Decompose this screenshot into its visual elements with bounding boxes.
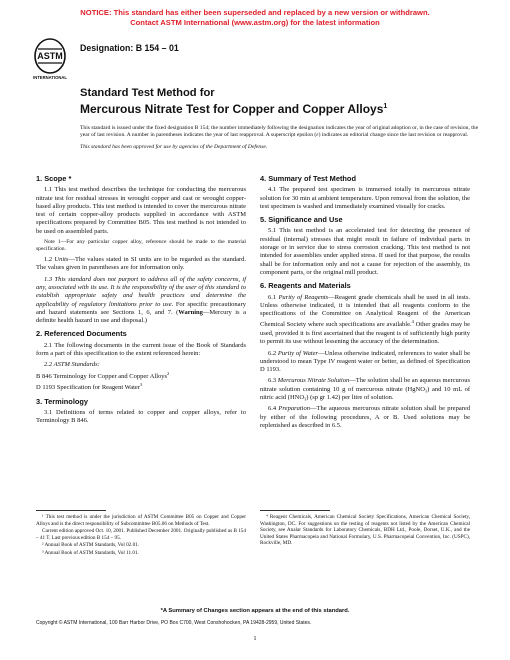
intro-block xyxy=(80,125,480,157)
page-number: 1 xyxy=(253,635,257,642)
ref-d1193: D 1193 Specification for Reagent Water$^3$ xyxy=(36,382,143,392)
footnote-3: ³ Annual Book of ASTM Standards, Vol 11.01. xyxy=(42,549,139,556)
footnote-rule-right xyxy=(260,510,330,511)
summary-of-changes-note: *A Summary of Changes section appears at the end of this standard. xyxy=(160,608,350,614)
svg-text:ASTM: ASTM xyxy=(37,51,63,61)
copyright: Copyright © ASTM International, 100 Barr Harbor Drive, PO Box C700, West Conshohocken, PA 19428-2959, United States. xyxy=(36,620,312,626)
scope-1-1: 1.1 This test method describes the technique for conducting the mercurous nitrate test for residual stresses in wrought copper and cast or wrought copper-based alloy products. This test method is intended to cover the mercurous nitrate test of certain copper-alloy products supplied in accordance with ASTM specifications prepared by Committee B05. This test method is not intended to be used on assembled parts. xyxy=(36,186,246,235)
summary-4-1: 4.1 The prepared test specimen is immersed totally in mercurous nitrate solution for 30 min at ambient temperature. Upon removal from the solution, the test specimen is washed and immediately examined visually for cracks. xyxy=(260,186,470,210)
reagents-6-2: 6.2 Purity of Water—Unless otherwise indicated, references to water shall be understood to mean Type IV reagent water or better, as defined of Specification D 1193. xyxy=(260,349,471,374)
footnote-4: ⁴ Reagent Chemicals, American Chemical Society Specifications, American Chemical Society, Washington, DC. For suggestions on the testing of reagents not listed by the American Chemical Society, see Analar Standards for Laboratory Chemicals, BDH Ltd., Poole, Dorset, U.K., and the United States Pharmacopeia and National Formulary, U.S. Pharmacopeial Convention, Inc. (USPC), Rockville, MD. xyxy=(260,514,470,547)
footnote-1b: Current edition approved Oct. 10, 2001. Published December 2001. Originally published as B 154 – 41 T. Last previous edition B 154 – 95. xyxy=(36,528,246,541)
designation: Designation: B 154 – 01 xyxy=(80,43,179,53)
right-column xyxy=(260,170,470,433)
summary-heading: 4. Summary of Test Method xyxy=(260,174,356,183)
scope-1-3: 1.3 This standard does not purport to address all of the safety concerns, if any, associated with its use. It is the responsibility of the user of this standard to establish appropriate safety and health practices and determine the applicability of regulatory limitations prior to use. For specific precautionary and hazard statements see Sections 1, 6, and 7. (Warning—Mercury is a definite health hazard in use and disposal.) xyxy=(36,275,246,325)
significance-5-1: 5.1 This test method is an accelerated test for detecting the presence of residual (internal) stresses that might result in failure of individual parts in storage or in service due to stress corrosion cracking. This test method is not intended for assemblies under applied stress. If used for that purpose, the results shall be for information only and not a cause for rejection of the assembly, its component parts, or the original mill product. xyxy=(260,227,470,276)
scope-heading: 1. Scope * xyxy=(36,174,72,183)
scope-1-2: 1.2 Units—The values stated in SI units are to be regarded as the standard. The values given in parentheses are for information only. xyxy=(36,256,247,272)
footnote-1: ¹ This test method is under the jurisdiction of ASTM Committee B05 on Copper and Copper Alloys and is the direct responsibility of Subcommittee B05.06 on Methods of Test. xyxy=(36,514,246,527)
title-line-1: Standard Test Method for xyxy=(80,87,215,99)
refs-2-1: 2.1 The following documents in the current issue of the Book of Standards form a part of this specification to the extent referenced herein: xyxy=(36,341,246,358)
title-line-2: Mercurous Nitrate Test for Copper and Copper Alloys$^1$ xyxy=(80,102,388,116)
terminology-heading: 3. Terminology xyxy=(36,396,89,406)
scope-note-1: Note 1—For any particular copper alloy, reference should be made to the material specification. xyxy=(36,239,246,253)
significance-heading: 5. Significance and Use xyxy=(260,215,343,225)
ref-b846: B 846 Terminology for Copper and Copper Alloys$^2$ xyxy=(36,370,170,380)
notice-line-1: NOTICE: This standard has either been superseded and replaced by a new version or withdrawn. xyxy=(80,8,430,17)
withdrawal-notice xyxy=(0,8,510,28)
reagents-6-3: 6.3 Mercurous Nitrate Solution—The solution shall be an aqueous mercurous nitrate solution containing 10 g of mercurous nitrate (HgNO₃) and 10 mL of nitric acid (HNO₃) (sp gr 1.42) per litre of solution. xyxy=(260,377,470,401)
footnote-rule-left xyxy=(36,510,106,511)
footnotes-right xyxy=(260,514,470,548)
notice-line-2: Contact ASTM International (www.astm.org) for the latest information xyxy=(130,18,380,27)
footnote-2: ² Annual Book of ASTM Standards, Vol 02.01. xyxy=(42,542,140,549)
astm-logo-icon xyxy=(30,37,70,81)
document-title xyxy=(80,86,480,116)
left-column xyxy=(36,170,246,428)
footnotes-left xyxy=(36,514,246,558)
refs-2-2: 2.2 ASTM Standards: xyxy=(44,361,100,369)
reagents-6-4: 6.4 Preparation—The aqueous mercurous nitrate solution shall be prepared by either of the following procedures, A or B. Used solutions may be replenished as described in 6.5. xyxy=(260,405,470,429)
intro-issuance: This standard is issued under the fixed designation B 154; the number immediately following the designation indicates the year of original adoption or, in the case of revision, the year of last revision. A number in parentheses indicates the year of last reapproval. A superscript epsilon (ε) indicates an editorial change since the last revision or reapproval. xyxy=(80,125,479,139)
logo-text: INTERNATIONAL xyxy=(33,75,67,80)
refs-heading: 2. Referenced Documents xyxy=(36,329,127,339)
reagents-heading: 6. Reagents and Materials xyxy=(260,281,351,291)
reagents-6-1: 6.1 Purity of Reagents—Reagent grade chemicals shall be used in all tests. Unless otherwise indicated, it is intended that all reagents conform to the specifications of the Committee on Analytical Reagent of the American Chemical Society where such specifications are available.$^4$ Other grades may be used, provided it is first ascertained that the reagent is of sufficiently high purity to permit its use without lessening the accuracy of the determination. xyxy=(260,293,471,346)
terminology-3-1: 3.1 Definitions of terms related to copper and copper alloys, refer to Terminology B 846. xyxy=(36,408,246,425)
intro-dod-approval: This standard has been approved for use by agencies of the Department of Defense. xyxy=(80,144,268,151)
